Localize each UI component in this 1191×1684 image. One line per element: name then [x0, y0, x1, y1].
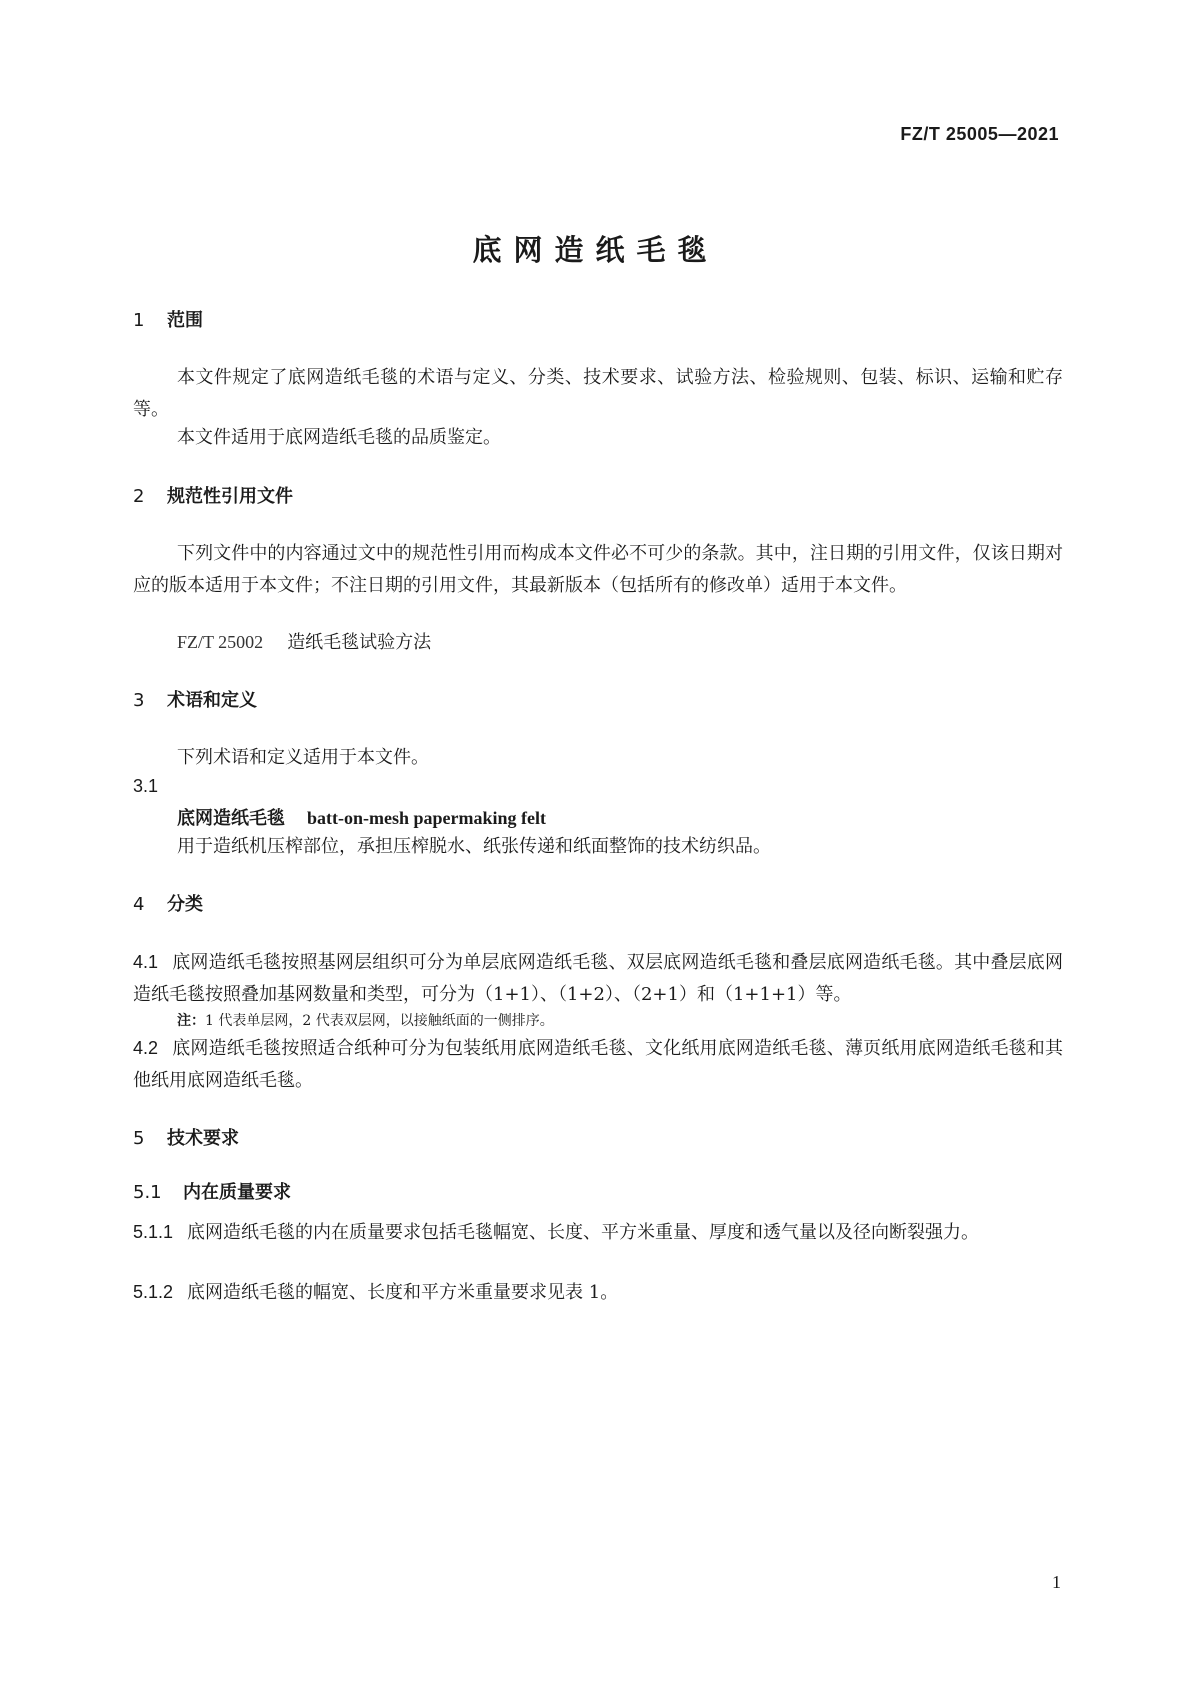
term-entry [177, 804, 546, 830]
section-number: 2 [133, 486, 145, 507]
reference-code: FZ/T 25002 [177, 632, 264, 652]
clause-4-2 [133, 1032, 1063, 1097]
section-title: 范围 [167, 310, 203, 331]
subsection-5-1-heading [133, 1178, 291, 1204]
section-1-heading [133, 306, 203, 332]
document-title: 底网造纸毛毯 [472, 233, 719, 267]
section-title: 术语和定义 [167, 690, 257, 711]
note-label: 注： [177, 1013, 205, 1029]
term-english: batt-on-mesh papermaking felt [307, 808, 546, 828]
note-text: 1 代表单层网，2 代表双层网，以接触纸面的一侧排序。 [205, 1013, 554, 1029]
standard-code: FZ/T 25005—2021 [900, 124, 1059, 144]
section-2-paragraph-1: 下列文件中的内容通过文中的规范性引用而构成本文件必不可少的条款。其中，注日期的引用文件，仅该日期对应的版本适用于本文件；不注日期的引用文件，其最新版本（包括所有的修改单）适用于本文件。 [133, 543, 1063, 596]
section-1-paragraph-1: 本文件规定了底网造纸毛毯的术语与定义、分类、技术要求、试验方法、检验规则、包装、标识、运输和贮存等。 [133, 367, 1063, 420]
section-title: 分类 [167, 894, 203, 915]
page-number: 1 [1052, 1572, 1061, 1592]
clause-number: 4.2 [133, 1038, 159, 1058]
normative-reference [177, 628, 431, 654]
subsection-number: 5.1 [133, 1182, 162, 1203]
section-3-heading [133, 686, 257, 712]
section-number: 3 [133, 690, 145, 711]
section-1-paragraph-2: 本文件适用于底网造纸毛毯的品质鉴定。 [177, 427, 501, 448]
term-number: 3.1 [133, 776, 159, 796]
clause-text: 底网造纸毛毯按照基网层组织可分为单层底网造纸毛毯、双层底网造纸毛毯和叠层底网造纸毛毯。其中叠层底网造纸毛毯按照叠加基网数量和类型，可分为（1+1）、（1+2）、（2+1）和（1+1+1）等。 [133, 952, 1063, 1005]
section-title: 规范性引用文件 [167, 486, 293, 507]
clause-text: 底网造纸毛毯的内在质量要求包括毛毯幅宽、长度、平方米重量、厚度和透气量以及径向断裂强力。 [187, 1222, 980, 1243]
section-number: 1 [133, 310, 145, 331]
section-2-heading [133, 482, 293, 508]
clause-number: 4.1 [133, 952, 159, 972]
clause-5-1-1 [133, 1216, 1063, 1249]
clause-text: 底网造纸毛毯的幅宽、长度和平方米重量要求见表 1。 [187, 1282, 619, 1303]
clause-number: 5.1.2 [133, 1282, 174, 1302]
term-chinese: 底网造纸毛毯 [177, 808, 285, 829]
reference-title: 造纸毛毯试验方法 [287, 632, 432, 653]
section-number: 5 [133, 1128, 145, 1149]
term-definition: 用于造纸机压榨部位，承担压榨脱水、纸张传递和纸面整饰的技术纺织品。 [177, 836, 771, 857]
clause-5-1-2 [133, 1276, 1063, 1309]
section-5-heading [133, 1124, 239, 1150]
clause-4-1 [133, 946, 1063, 1011]
note [177, 1010, 554, 1030]
clause-text: 底网造纸毛毯按照适合纸种可分为包装纸用底网造纸毛毯、文化纸用底网造纸毛毯、薄页纸用底网造纸毛毯和其他纸用底网造纸毛毯。 [133, 1038, 1063, 1091]
section-3-paragraph-1: 下列术语和定义适用于本文件。 [177, 747, 429, 768]
section-title: 技术要求 [167, 1128, 239, 1149]
subsection-title: 内在质量要求 [183, 1182, 291, 1203]
section-4-heading [133, 890, 203, 916]
clause-number: 5.1.1 [133, 1222, 174, 1242]
section-number: 4 [133, 894, 145, 915]
